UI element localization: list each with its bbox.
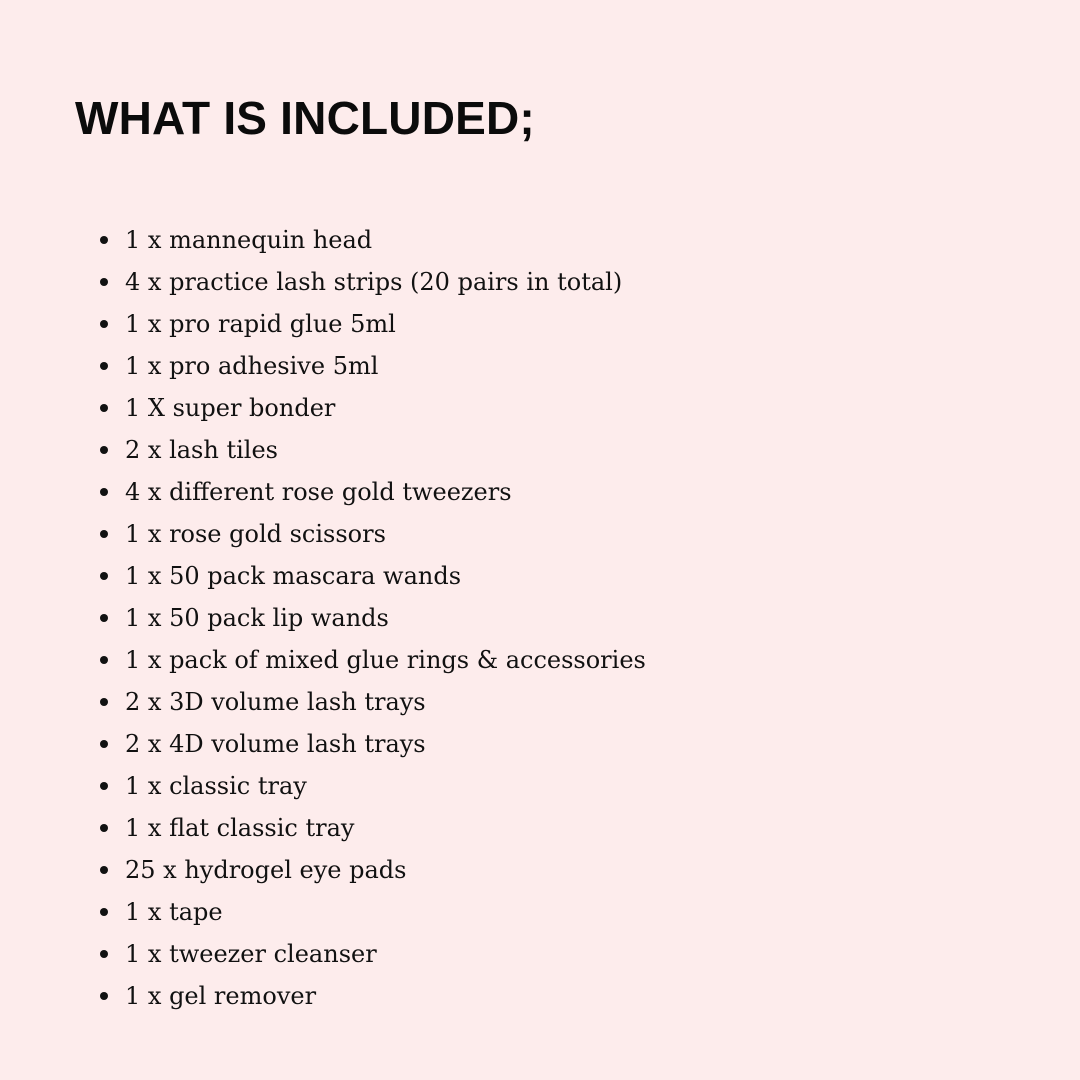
bullet-icon — [100, 950, 108, 958]
included-item — [98, 891, 646, 933]
included-item — [98, 723, 646, 765]
item-label: 1 x classic tray — [125, 772, 307, 800]
item-label: 1 x mannequin head — [125, 226, 373, 254]
included-item — [98, 471, 646, 513]
item-label: 4 x different rose gold tweezers — [125, 478, 512, 506]
bullet-icon — [100, 362, 108, 370]
item-label: 1 x rose gold scissors — [125, 520, 386, 548]
bullet-icon — [100, 320, 108, 328]
bullet-icon — [100, 866, 108, 874]
bullet-icon — [100, 530, 108, 538]
bullet-icon — [100, 614, 108, 622]
item-label: 1 x pro adhesive 5ml — [125, 352, 379, 380]
included-item — [98, 597, 646, 639]
included-item — [98, 933, 646, 975]
included-item — [98, 219, 646, 261]
bullet-icon — [100, 656, 108, 664]
bullet-icon — [100, 992, 108, 1000]
included-item — [98, 387, 646, 429]
item-label: 25 x hydrogel eye pads — [125, 856, 407, 884]
bullet-icon — [100, 572, 108, 580]
bullet-icon — [100, 908, 108, 916]
bullet-icon — [100, 404, 108, 412]
included-item — [98, 303, 646, 345]
included-item — [98, 849, 646, 891]
included-item — [98, 555, 646, 597]
item-label: 2 x 3D volume lash trays — [125, 688, 426, 716]
item-label: 2 x 4D volume lash trays — [125, 730, 426, 758]
included-item — [98, 681, 646, 723]
item-label: 1 x pack of mixed glue rings & accessories — [125, 646, 646, 674]
included-item — [98, 513, 646, 555]
item-label: 1 x gel remover — [125, 982, 317, 1010]
item-label: 1 x 50 pack lip wands — [125, 604, 389, 632]
included-items-list — [98, 219, 646, 1017]
included-item — [98, 975, 646, 1017]
bullet-icon — [100, 782, 108, 790]
included-item — [98, 807, 646, 849]
included-item — [98, 345, 646, 387]
included-item — [98, 261, 646, 303]
item-label: 1 x 50 pack mascara wands — [125, 562, 462, 590]
bullet-icon — [100, 236, 108, 244]
included-item — [98, 429, 646, 471]
item-label: 1 x pro rapid glue 5ml — [125, 310, 396, 338]
page-title: WHAT IS INCLUDED; — [75, 92, 535, 144]
item-label: 1 X super bonder — [125, 394, 336, 422]
bullet-icon — [100, 446, 108, 454]
item-label: 1 x tape — [125, 898, 223, 926]
item-label: 4 x practice lash strips (20 pairs in total) — [125, 268, 623, 296]
bullet-icon — [100, 824, 108, 832]
item-label: 1 x tweezer cleanser — [125, 940, 377, 968]
bullet-icon — [100, 740, 108, 748]
included-item — [98, 765, 646, 807]
bullet-icon — [100, 488, 108, 496]
item-label: 1 x flat classic tray — [125, 814, 355, 842]
item-label: 2 x lash tiles — [125, 436, 278, 464]
bullet-icon — [100, 698, 108, 706]
included-item — [98, 639, 646, 681]
bullet-icon — [100, 278, 108, 286]
